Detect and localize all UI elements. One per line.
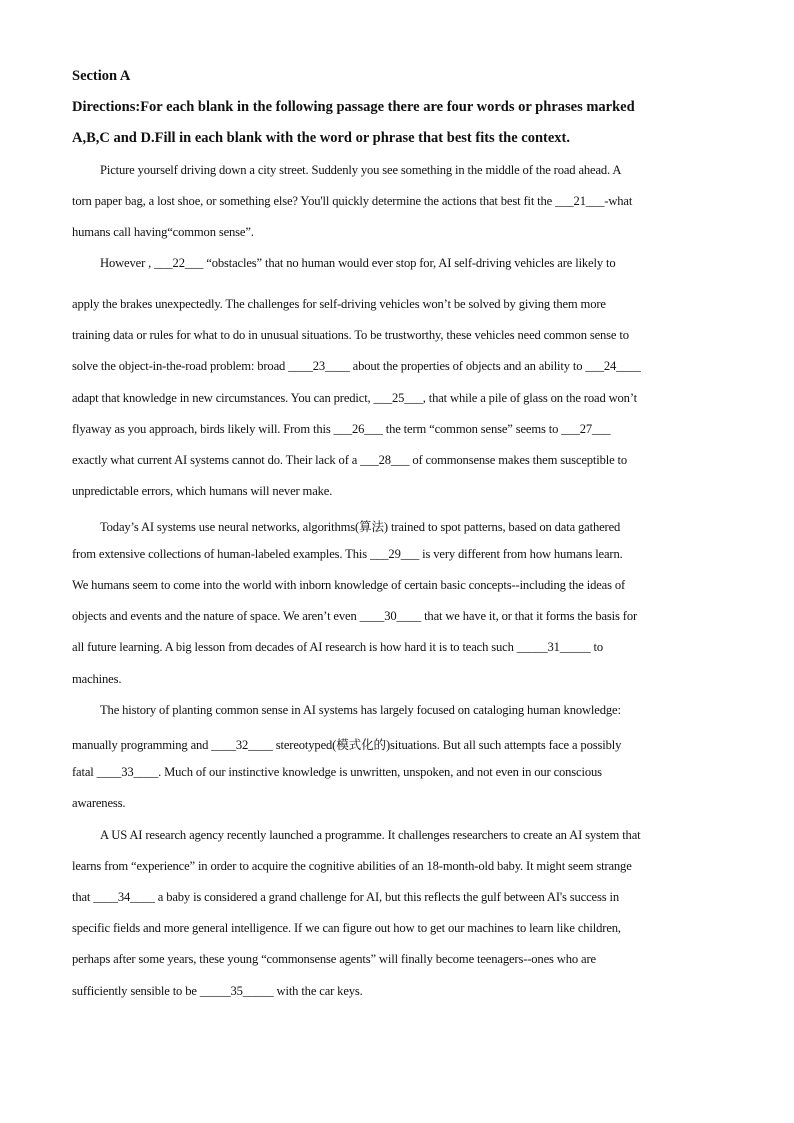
passage-line: machines. [72, 672, 122, 686]
passage-line: We humans seem to come into the world with inborn knowledge of certain basic concepts--including the ideas of [72, 578, 626, 592]
passage-line: from extensive collections of human-labeled examples. This ___29___ is very different from how humans learn. [72, 547, 623, 561]
passage-line: flyaway as you approach, birds likely will. From this ___26___ the term “common sense” seems to ___27___ [72, 422, 611, 436]
passage-line: that ____34____ a baby is considered a grand challenge for AI, but this reflects the gulf between AI's success in [72, 890, 619, 904]
passage-line: Picture yourself driving down a city street. Suddenly you see something in the middle of the road ahead. A [100, 163, 622, 177]
section-title: Section A [72, 68, 131, 84]
passage-line: perhaps after some years, these young “commonsense agents” will finally become teenagers--ones who are [72, 952, 596, 966]
passage-line: humans call having“common sense”. [72, 225, 254, 239]
passage-line: adapt that knowledge in new circumstances. You can predict, ___25___, that while a pile of glass on the road won’t [72, 391, 637, 405]
directions-line-2: A,B,C and D.Fill in each blank with the word or phrase that best fits the context. [72, 130, 570, 146]
passage-line: all future learning. A big lesson from decades of AI research is how hard it is to teach such _____31_____ to [72, 640, 603, 654]
passage-line: learns from “experience” in order to acquire the cognitive abilities of an 18-month-old baby. It might seem strange [72, 859, 632, 873]
passage-line: fatal ____33____. Much of our instinctive knowledge is unwritten, unspoken, and not even in our conscious [72, 765, 602, 779]
passage-line: sufficiently sensible to be _____35_____ with the car keys. [72, 984, 363, 998]
directions-line-1: Directions:For each blank in the following passage there are four words or phrases marked [72, 99, 635, 115]
passage-line: apply the brakes unexpectedly. The challenges for self-driving vehicles won’t be solved by giving them more [72, 297, 606, 311]
passage-line: training data or rules for what to do in unusual situations. To be trustworthy, these vehicles need common sense to [72, 328, 629, 342]
passage-line: exactly what current AI systems cannot do. Their lack of a ___28___ of commonsense makes them susceptible to [72, 453, 628, 467]
passage-line: Today’s AI systems use neural networks, algorithms(算法) trained to spot patterns, based on data gathered [100, 520, 621, 534]
passage-line: manually programming and ____32____ stereotyped(模式化的)situations. But all such attempts face a possibly [72, 738, 622, 752]
passage-line: The history of planting common sense in AI systems has largely focused on cataloging human knowledge: [100, 703, 621, 717]
passage-line: solve the object-in-the-road problem: broad ____23____ about the properties of objects and an ability to ___24____ [72, 359, 641, 373]
passage-line: objects and events and the nature of space. We aren’t even ____30____ that we have it, or that it forms the basis for [72, 609, 638, 623]
passage-line: torn paper bag, a lost shoe, or something else? You'll quickly determine the actions that best fit the ___21___-what [72, 194, 633, 208]
passage-line: specific fields and more general intelligence. If we can figure out how to get our machines to learn like children, [72, 921, 621, 935]
passage-line: unpredictable errors, which humans will never make. [72, 484, 333, 498]
passage-line: A US AI research agency recently launched a programme. It challenges researchers to create an AI system that [100, 828, 641, 842]
passage-line: awareness. [72, 796, 126, 810]
passage-line: However , ___22___ “obstacles” that no human would ever stop for, AI self-driving vehicles are likely to [100, 256, 616, 270]
